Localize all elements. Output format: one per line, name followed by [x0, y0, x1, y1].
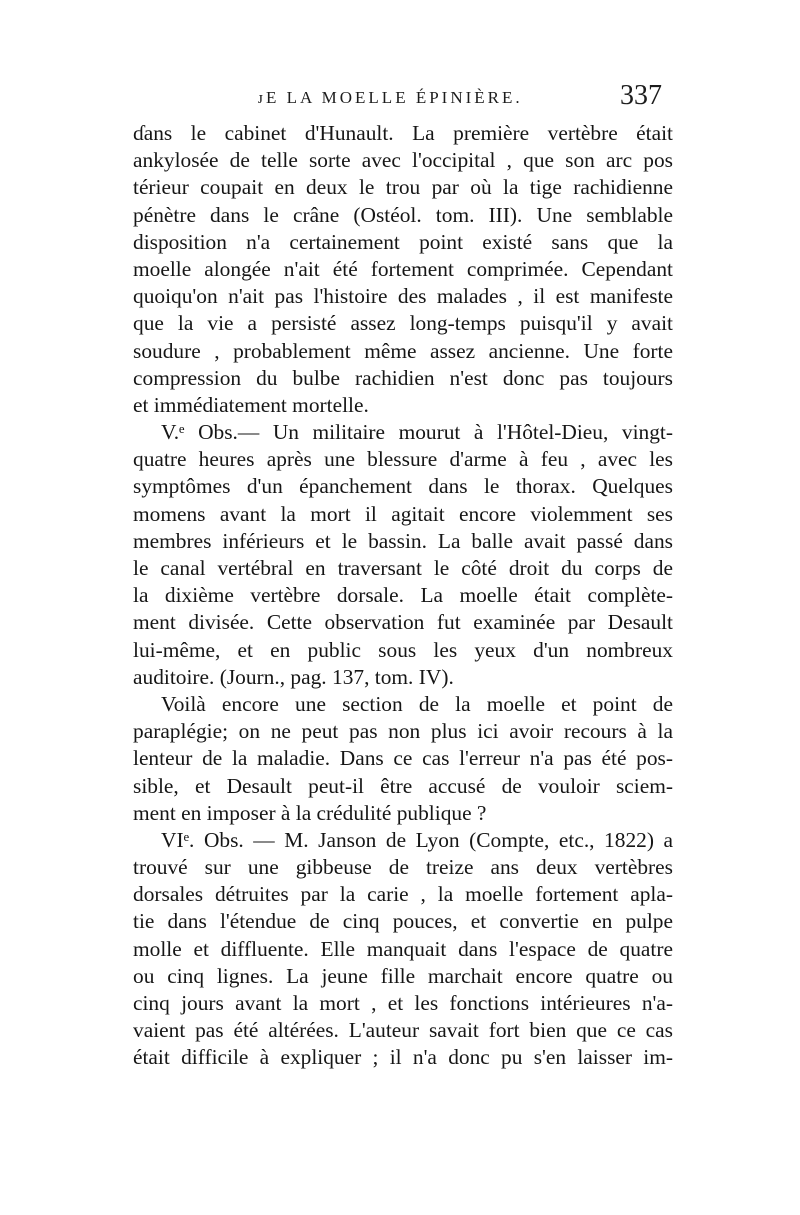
- text-line: que la vie a persisté assez long-temps puisqu'il y avait: [133, 311, 673, 336]
- text-line: ment en imposer à la crédulité publique ?: [133, 800, 487, 825]
- text-line: molle et diffluente. Elle manquait dans l'espace de quatre: [133, 936, 673, 961]
- text-line: dorsales détruites par la carie , la moelle fortement apla-: [133, 882, 673, 907]
- text-line: moelle alongée n'ait été fortement comprimée. Cependant: [133, 256, 673, 281]
- text-line: sible, et Desault peut-il être accusé de vouloir sciem-: [133, 773, 673, 798]
- text-line: était difficile à expliquer ; il n'a donc pu s'en laisser im-: [133, 1045, 673, 1070]
- text-line: lui-même, et en public sous les yeux d'un nombreux: [133, 637, 673, 662]
- text-line: la dixième vertèbre dorsale. La moelle était complète-: [133, 583, 673, 608]
- text-line: vaient pas été altérées. L'auteur savait fort bien que ce cas: [133, 1018, 673, 1043]
- text-line: trouvé sur une gibbeuse de treize ans deux vertèbres: [133, 855, 673, 880]
- body-text: [133, 120, 673, 1072]
- text-line: Voilà encore une section de la moelle et point de: [161, 691, 673, 716]
- text-line: quoiqu'on n'ait pas l'histoire des malades , il est manifeste: [133, 284, 673, 309]
- text-line: symptômes d'un épanchement dans le thorax. Quelques: [133, 474, 673, 499]
- text-line: ment divisée. Cette observation fut examinée par Desault: [133, 610, 673, 635]
- text-line: membres inférieurs et le bassin. La balle avait passé dans: [133, 528, 673, 553]
- running-head: ᴊE LA MOELLE ÉPINIÈRE.: [258, 88, 523, 107]
- text-line: auditoire. (Journ., pag. 137, tom. IV).: [133, 664, 454, 689]
- text-line: térieur coupait en deux le trou par où la tige rachidienne: [133, 175, 673, 200]
- text-line: disposition n'a certainement point existé sans que la: [133, 229, 673, 254]
- text-line: compression du bulbe rachidien n'est donc pas toujours: [133, 365, 673, 390]
- text-line: VIᵉ. Obs. — M. Janson de Lyon (Compte, etc., 1822) a: [161, 827, 673, 852]
- text-line: quatre heures après une blessure d'arme à feu , avec les: [133, 447, 673, 472]
- text-line: cinq jours avant la mort , et les fonctions intérieures n'a-: [133, 991, 673, 1015]
- text-line: tie dans l'étendue de cinq pouces, et convertie en pulpe: [133, 909, 673, 934]
- text-line: le canal vertébral en traversant le côté droit du corps de: [133, 556, 673, 580]
- text-line: momens avant la mort il agitait encore violemment ses: [133, 501, 673, 526]
- text-line: lenteur de la maladie. Dans ce cas l'erreur n'a pas été pos-: [133, 746, 673, 771]
- text-line: ɗans le cabinet d'Hunault. La première vertèbre était: [133, 121, 673, 145]
- page-number: 337: [620, 80, 662, 111]
- text-line: paraplégie; on ne peut pas non plus ici avoir recours à la: [133, 719, 673, 744]
- text-line: V.ᵉ Obs.— Un militaire mourut à l'Hôtel-Dieu, vingt-: [161, 420, 673, 445]
- text-line: soudure , probablement même assez ancienne. Une forte: [133, 338, 673, 363]
- text-line: ou cinq lignes. La jeune fille marchait encore quatre ou: [133, 963, 673, 988]
- text-line: pénètre dans le crâne (Ostéol. tom. III). Une semblable: [133, 202, 673, 227]
- text-line: et immédiatement mortelle.: [133, 392, 369, 417]
- text-line: ankylosée de telle sorte avec l'occipital , que son arc pos: [133, 148, 673, 173]
